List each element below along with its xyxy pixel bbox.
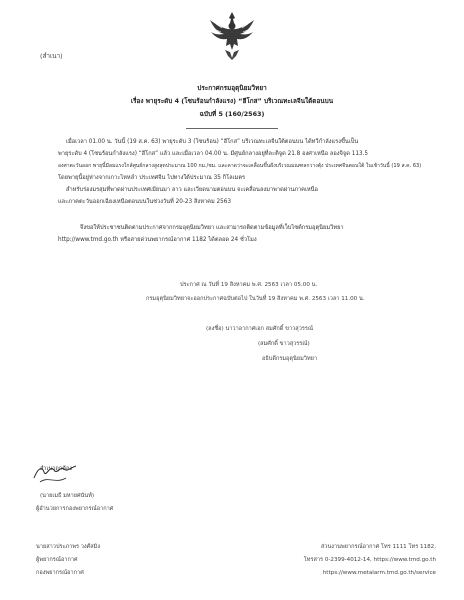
title-line-3: ฉบับที่ 5 (160/2563) <box>199 110 265 118</box>
handwritten-signature <box>30 460 80 488</box>
certifier-position: ผู้อำนวยการกองพยากรณ์อากาศ <box>36 506 114 512</box>
footer-left-line: กองพยากรณ์อากาศ <box>36 570 84 576</box>
footer-right-line: โทรสาร 0-2399-4012-14, https://www.tmd.go.th <box>303 557 436 563</box>
certified-stamp-text: สำเนาถูกต้อง <box>40 466 72 472</box>
paragraph-line: พายุระดับ 4 (โซนร้อนกำลังแรง) “ฮีโกส” แล้ว และเมื่อเวลา 04.00 น. มีศูนย์กลางอยู่ที่ละติจูด 21.8 องศาเหนือ ลองจิจูด 113.5 <box>58 151 368 157</box>
paragraph-line: จึงขอให้ประชาชนติดตามประกาศจากกรมอุตุนิยมวิทยา และสามารถติดตามข้อมูลที่เว็บไซต์กรมอุตุนิยมวิทยา <box>80 225 344 231</box>
footer-left-line: นายสาวประภาพร วงศ์สมิง <box>36 544 101 550</box>
paragraph-line: และภาคตะวันออกเฉียงเหนือตอนบนในช่วงวันที่ 20-23 สิงหาคม 2563 <box>58 199 231 205</box>
garuda-emblem-icon <box>208 10 256 62</box>
announced-date: ประกาศ ณ วันที่ 19 สิงหาคม พ.ศ. 2563 เวลา 05.00 น. <box>180 282 318 288</box>
paragraph-line: องศาตะวันออก พายุนี้มีลมแรงใกล้ศูนย์กลางสูงสุดประมาณ 100 กม./ชม. และคาดว่าจะเคลื่อนขึ้นฝั่งบริเวณมณฑลกวางตุ้ง ประเทศจีนตอนใต้ ในเช้าวันนี้ (19 ส.ค. 63) <box>58 163 422 169</box>
paragraph-advice <box>58 222 344 246</box>
title-line-1: ประกาศกรมอุตุนิยมวิทยา <box>197 84 267 92</box>
paragraph-line: เมื่อเวลา 01.00 น. วันนี้ (19 ส.ค. 63) พายุระดับ 3 (โซนร้อน) “ฮีโกส” บริเวณทะเลจีนใต้ตอนบน ได้ทวีกำลังแรงขึ้นเป็น <box>66 139 359 145</box>
paragraph-situation <box>58 136 421 208</box>
paragraph-line: สำหรับร่องมรสุมที่พาดผ่านประเทศเมียนมา ลาว และเวียดนามตอนบน จะเคลื่อนลงมาพาดผ่านภาคเหนือ <box>66 187 318 193</box>
footer-right-line: ส่วนงานพยากรณ์อากาศ โทร 1111 โทร 1182, <box>320 544 436 550</box>
footer-left-line: ผู้พยากรณ์อากาศ <box>36 557 78 563</box>
next-announcement: กรมอุตุนิยมวิทยาจะออกประกาศฉบับต่อไป ในวันที่ 19 สิงหาคม พ.ศ. 2563 เวลา 11.00 น. <box>146 296 365 302</box>
paragraph-line: http://www.tmd.go.th หรือสายด่วนพยากรณ์อากาศ 1182 ได้ตลอด 24 ชั่วโมง <box>58 237 257 243</box>
signer-name: (สมศักดิ์ ขาวสุวรรณ์) <box>258 341 310 347</box>
copy-mark: (สำเนา) <box>40 52 63 60</box>
title-line-2: เรื่อง พายุระดับ 4 (โซนร้อนกำลังแรง) “ฮีโกส” บริเวณทะเลจีนใต้ตอนบน <box>130 97 334 105</box>
signer-position: อธิบดีกรมอุตุนิยมวิทยา <box>262 356 318 362</box>
certifier-name: (นายเมธี มหายศนันท์) <box>40 493 95 499</box>
footer-right-line: https://www.metalarm.tmd.go.th/service <box>322 570 436 576</box>
title-divider <box>186 128 278 129</box>
signed-by: (ลงชื่อ) นาวาอากาศเอก สมศักดิ์ ขาวสุวรรณ์ <box>206 326 314 332</box>
paragraph-line: โดยพายุนี้อยู่ห่างจากเกาะไหหลำ ประเทศจีน ไปทางใต้ประมาณ 35 กิโลเมตร <box>58 175 246 181</box>
